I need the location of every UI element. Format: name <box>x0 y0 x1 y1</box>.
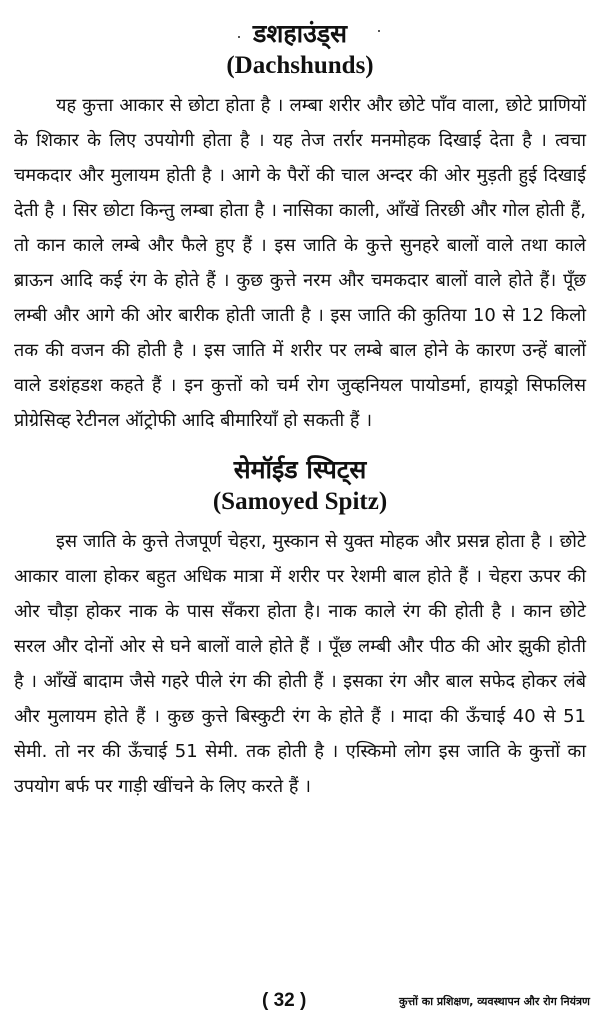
section-heading-english: (Dachshunds) <box>226 52 374 79</box>
scan-speck <box>378 30 380 32</box>
section-heading-english: (Samoyed Spitz) <box>212 488 388 515</box>
page-footer <box>0 988 600 1018</box>
section-paragraph: इस जाति के कुत्ते तेजपूर्ण चेहरा, मुस्कान से युक्त मोहक और प्रसन्न होता है । छोटे आकार वाला होकर बहुत अधिक मात्रा में शरीर पर रेशमी बाल होते हैं । चेहरा ऊपर की ओर चौड़ा होकर नाक के पास सँकरा होता है। नाक काले रंग की होती है । कान छोटे सरल और दोनों ओर से घने बालों वाले होते हैं । पूँछ लम्बी और पीठ की ओर झुकी होती है । आँखें बादाम जैसे गहरे पीले रंग की होती हैं । इसका रंग और बाल सफेद होकर लंबे और मुलायम होते हैं । कुछ कुत्ते बिस्कुटी रंग के होते हैं । मादा की ऊँचाई 40 से 51 सेमी. तो नर की ऊँचाई 51 सेमी. तक होती है । एस्किमो लोग इस जाति के कुत्तों का उपयोग बर्फ पर गाड़ी खींचने के लिए करते हैं । <box>14 531 586 797</box>
section-heading-hindi: डशहाउंड्स <box>252 19 348 48</box>
running-book-title: कुत्तों का प्रशिक्षण, व्यवस्थापन और रोग नियंत्रण <box>399 995 590 1008</box>
page-number: ( 32 ) <box>262 990 307 1011</box>
scan-speck <box>238 36 240 38</box>
section-dachshunds <box>14 18 586 438</box>
section-heading-hindi: सेमॉईड स्पिट्स <box>233 455 367 484</box>
section-samoyed-spitz <box>14 454 586 804</box>
section-paragraph: यह कुत्ता आकार से छोटा होता है । लम्बा शरीर और छोटे पाँव वाला, छोटे प्राणियों के शिकार के लिए उपयोगी होता है । यह तेज तर्रार मनमोहक दिखाई देता है । त्वचा चमकदार और मुलायम होती है । आगे के पैरों की चाल अन्दर की ओर मुड़ती हुई दिखाई देती है । सिर छोटा किन्तु लम्बा होता है । नासिका काली, आँखें तिरछी और गोल होती हैं, तो कान काले लम्बे और फैले हुए हैं । इस जाति के कुत्ते सुनहरे बालों वाले तथा काले ब्राऊन आदि कई रंग के होते हैं । कुछ कुत्ते नरम और चमकदार बालों वाले होते हैं। पूँछ लम्बी और आगे की ओर बारीक होती जाती है । इस जाति की कुतिया 10 से 12 किलो तक की वजन की होती है । इस जाति में शरीर पर लम्बे बाल होने के कारण उन्हें बालों वाले डशंहडश कहते हैं । इन कुत्तों को चर्म रोग जुव्हनियल पायोडर्मा, हायड्रो सिफलिस प्रोग्रेसिव्ह रेटीनल ऑट्रोफी आदि बीमारियाँ हो सकती हैं । <box>14 95 586 431</box>
